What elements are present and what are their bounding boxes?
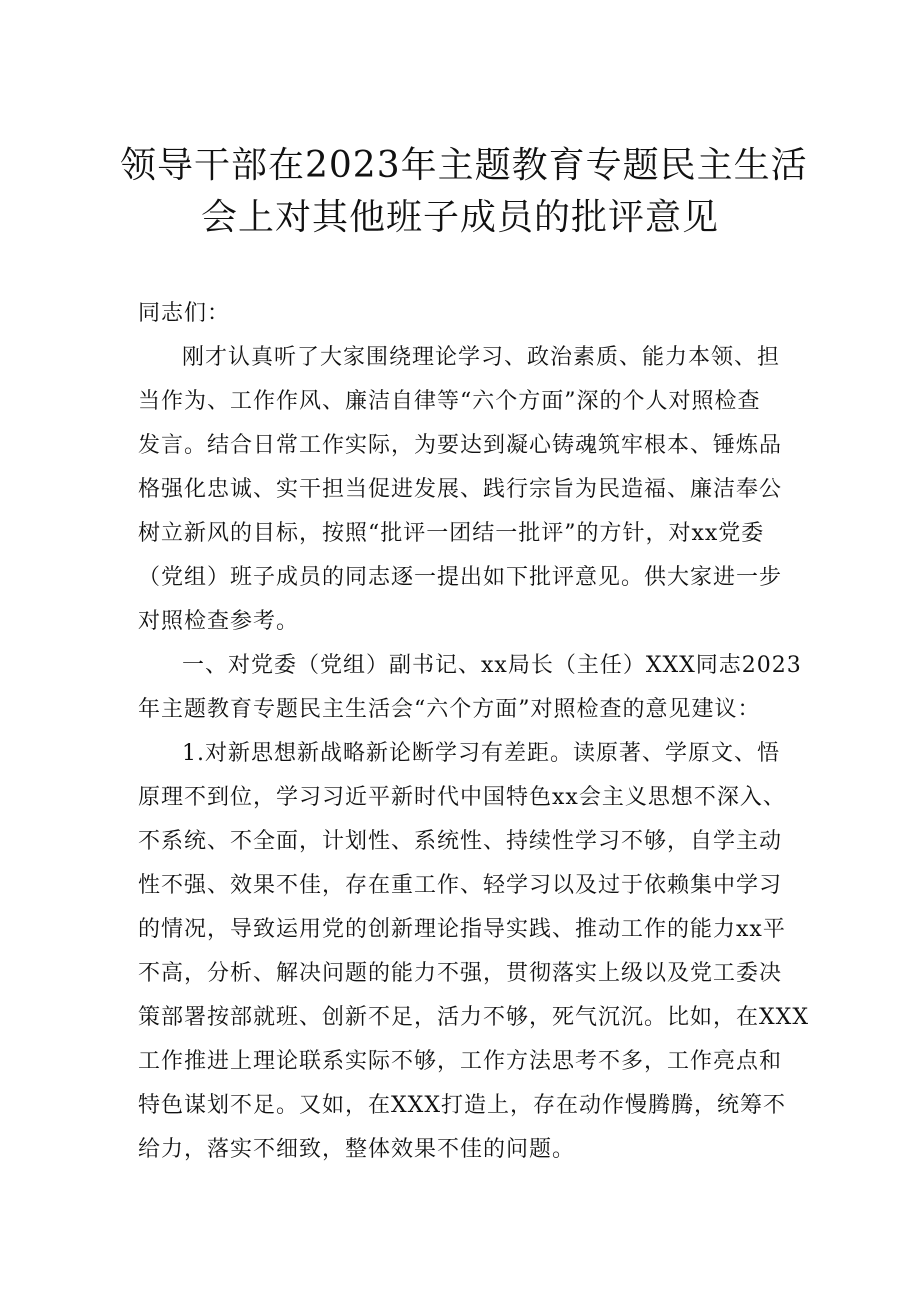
paragraph-3-line-1: 1.对新思想新战略新论断学习有差距。读原著、学原文、悟: [182, 741, 780, 766]
paragraph-3-line-5: 的情况，导致运用党的创新理论指导实践、推动工作的能力xx平: [138, 917, 786, 942]
paragraph-2-line-1: 一、对党委（党组）副书记、xx局长（主任）XXX同志2023: [182, 653, 802, 678]
paragraph-1-line-1: 刚才认真听了大家围绕理论学习、政治素质、能力本领、担: [182, 345, 781, 370]
salutation: 同志们：: [138, 301, 231, 326]
paragraph-2-line-2: 年主题教育专题民主生活会“六个方面”对照检查的意见建议：: [138, 697, 761, 722]
paragraph-3-line-7: 策部署按部就班、创新不足，活力不够，死气沉沉。比如，在XXX: [138, 1005, 809, 1030]
paragraph-1-line-7: 对照检查参考。: [138, 609, 300, 634]
paragraph-3-line-2: 原理不到位，学习习近平新时代中国特色xx会主义思想不深入、: [138, 785, 786, 810]
paragraph-3-line-3: 不系统、不全面，计划性、系统性、持续性学习不够，自学主动: [138, 829, 783, 854]
paragraph-1-line-5: 树立新风的目标，按照“批评一团结一批评”的方针，对xx党委: [138, 521, 765, 546]
paragraph-1-line-3: 发言。结合日常工作实际，为要达到凝心铸魂筑牢根本、锤炼品: [138, 433, 783, 458]
document-title-line-2: 会上对其他班子成员的批评意见: [200, 197, 719, 238]
paragraph-3-line-6: 不高，分析、解决问题的能力不强，贯彻落实上级以及党工委决: [138, 961, 783, 986]
paragraph-1-line-2: 当作为、工作作风、廉洁自律等“六个方面”深的个人对照检查: [138, 389, 761, 414]
paragraph-1-line-6: （党组）班子成员的同志逐一提出如下批评意见。供大家进一步: [138, 565, 783, 590]
paragraph-3-line-8: 工作推进上理论联系实际不够，工作方法思考不多，工作亮点和: [138, 1049, 783, 1074]
paragraph-1-line-4: 格强化忠诚、实干担当促进发展、践行宗旨为民造福、廉洁奉公: [138, 477, 783, 502]
paragraph-3-line-9: 特色谋划不足。又如，在XXX打造上，存在动作慢腾腾，统筹不: [138, 1093, 786, 1118]
paragraph-3-line-4: 性不强、效果不佳，存在重工作、轻学习以及过于依赖集中学习: [138, 873, 783, 898]
paragraph-3-line-10: 给力，落实不细致，整体效果不佳的问题。: [138, 1137, 576, 1162]
document-title-line-1: 领导干部在2023年主题教育专题民主生活: [120, 145, 808, 186]
